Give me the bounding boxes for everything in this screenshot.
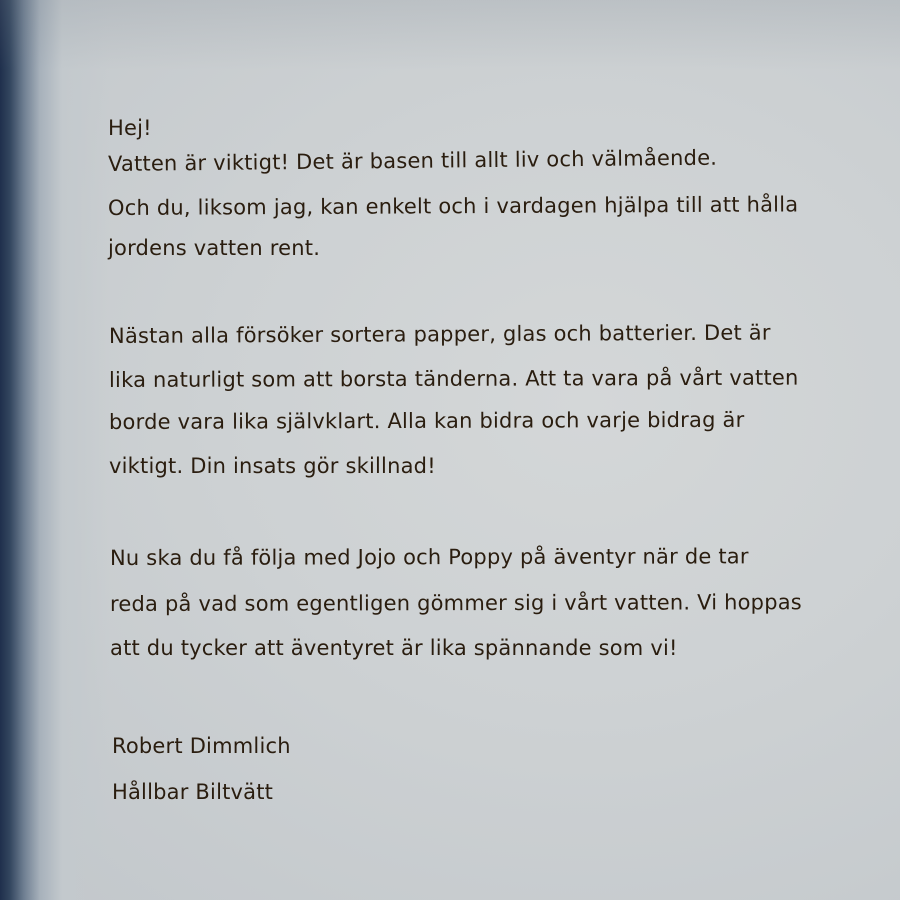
paragraph-2-line-1: Nästan alla försöker sortera papper, glas och batterier. Det är — [108, 320, 771, 348]
greeting: Hej! — [108, 116, 152, 140]
paragraph-3-line-2: reda på vad som egentligen gömmer sig i vårt vatten. Vi hoppas — [109, 590, 802, 616]
paragraph-1-line-3: jordens vatten rent. — [108, 236, 321, 260]
paragraph-3-line-1: Nu ska du få följa med Jojo och Poppy på äventyr när de tar — [109, 544, 749, 570]
paragraph-3-line-3: att du tycker att äventyret är lika spännande som vi! — [110, 636, 678, 660]
paragraph-2-line-2: lika naturligt som att borsta tänderna. Att ta vara på vårt vatten — [108, 365, 799, 392]
signature-company: Hållbar Biltvätt — [112, 780, 274, 804]
paragraph-1-line-2: Och du, liksom jag, kan enkelt och i vardagen hjälpa till att hålla — [107, 192, 799, 220]
paragraph-2-line-4: viktigt. Din insats gör skillnad! — [109, 454, 436, 478]
paragraph-1-line-1: Vatten är viktigt! Det är basen till allt liv och välmående. — [107, 145, 718, 176]
signature-name: Robert Dimmlich — [112, 734, 291, 758]
paragraph-2-line-3: borde vara lika självklart. Alla kan bidra och varje bidrag är — [108, 407, 745, 434]
